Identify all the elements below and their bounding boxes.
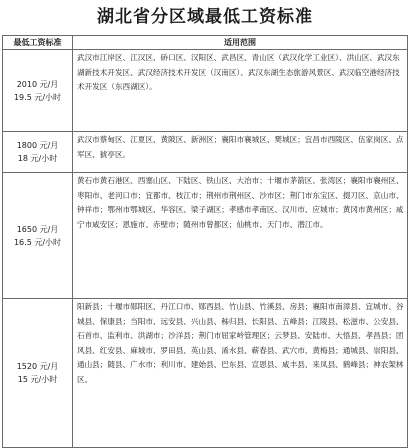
table-row bbox=[3, 132, 408, 173]
wage-standard-cell bbox=[3, 173, 73, 299]
scope-cell: 黄石市黄石港区、西塞山区、下陆区、铁山区、大冶市；十堰市茅箭区、张湾区；襄阳市襄州区、枣阳市、老河口市；宜都市、枝江市；荆州市荆州区、沙市区；荆门市东宝区、掇刀区、京山市、钟祥市；鄂州市鄂城区、华容区、梁子湖区；孝感市孝南区、汉川市、应城市；黄冈市黄州区；咸宁市咸安区；恩施市、赤壁市；随州市曾都区；仙桃市、天门市、潜江市。 bbox=[73, 173, 408, 299]
scope-cell: 阳新县；十堰市郧阳区、丹江口市、郧西县、竹山县、竹溪县、房县；襄阳市南漳县、宜城市、谷城县、保康县；当阳市、远安县、兴山县、秭归县、长阳县、五峰县；江陵县、松滋市、公安县、石首市、监利市、洪湖市；沙洋县；荆门市屈家岭管理区；云梦县、安陆市、大悟县、孝昌县；团风县、红安县、麻城市、罗田县、英山县、浠水县、蕲春县、武穴市、黄梅县；通城县、崇阳县、通山县；随县、广水市；利川市、建始县、巴东县、宣恩县、咸丰县、来凤县、鹤峰县；神农架林区。 bbox=[73, 299, 408, 448]
document-title: 湖北省分区域最低工资标准 bbox=[97, 7, 313, 27]
hourly-wage: 18 元/小时 bbox=[17, 154, 58, 163]
header-standard: 最低工资标准 bbox=[3, 36, 73, 50]
wage-standard-cell bbox=[3, 50, 73, 132]
wage-standard-cell bbox=[3, 132, 73, 173]
hourly-wage: 16.5 元/小时 bbox=[13, 237, 62, 247]
scope-cell: 武汉市江岸区、江汉区、硚口区、汉阳区、武昌区、青山区（武汉化学工业区）、洪山区、武汉东湖新技术开发区、武汉经济技术开发区（汉南区）、武汉东湖生态旅游风景区、武汉临空港经济技术开发区（东西湖区）。 bbox=[73, 50, 408, 132]
header-scope: 适用范围 bbox=[73, 36, 408, 50]
table-row bbox=[3, 173, 408, 299]
monthly-wage: 2010 元/月 bbox=[16, 79, 59, 89]
wage-table bbox=[2, 35, 408, 448]
table-row bbox=[3, 50, 408, 132]
scope-cell: 武汉市蔡甸区、江夏区、黄陂区、新洲区；襄阳市襄城区、樊城区；宜昌市西陵区、伍家岗区、点军区、猇亭区。 bbox=[73, 132, 408, 173]
table-row bbox=[3, 299, 408, 448]
monthly-wage: 1650 元/月 bbox=[16, 224, 59, 234]
hourly-wage: 19.5 元/小时 bbox=[13, 92, 62, 102]
monthly-wage: 1520 元/月 bbox=[16, 362, 59, 371]
table-header-row bbox=[3, 36, 408, 50]
monthly-wage: 1800 元/月 bbox=[16, 141, 59, 150]
hourly-wage: 15 元/小时 bbox=[17, 375, 58, 384]
wage-standard-cell bbox=[3, 299, 73, 448]
